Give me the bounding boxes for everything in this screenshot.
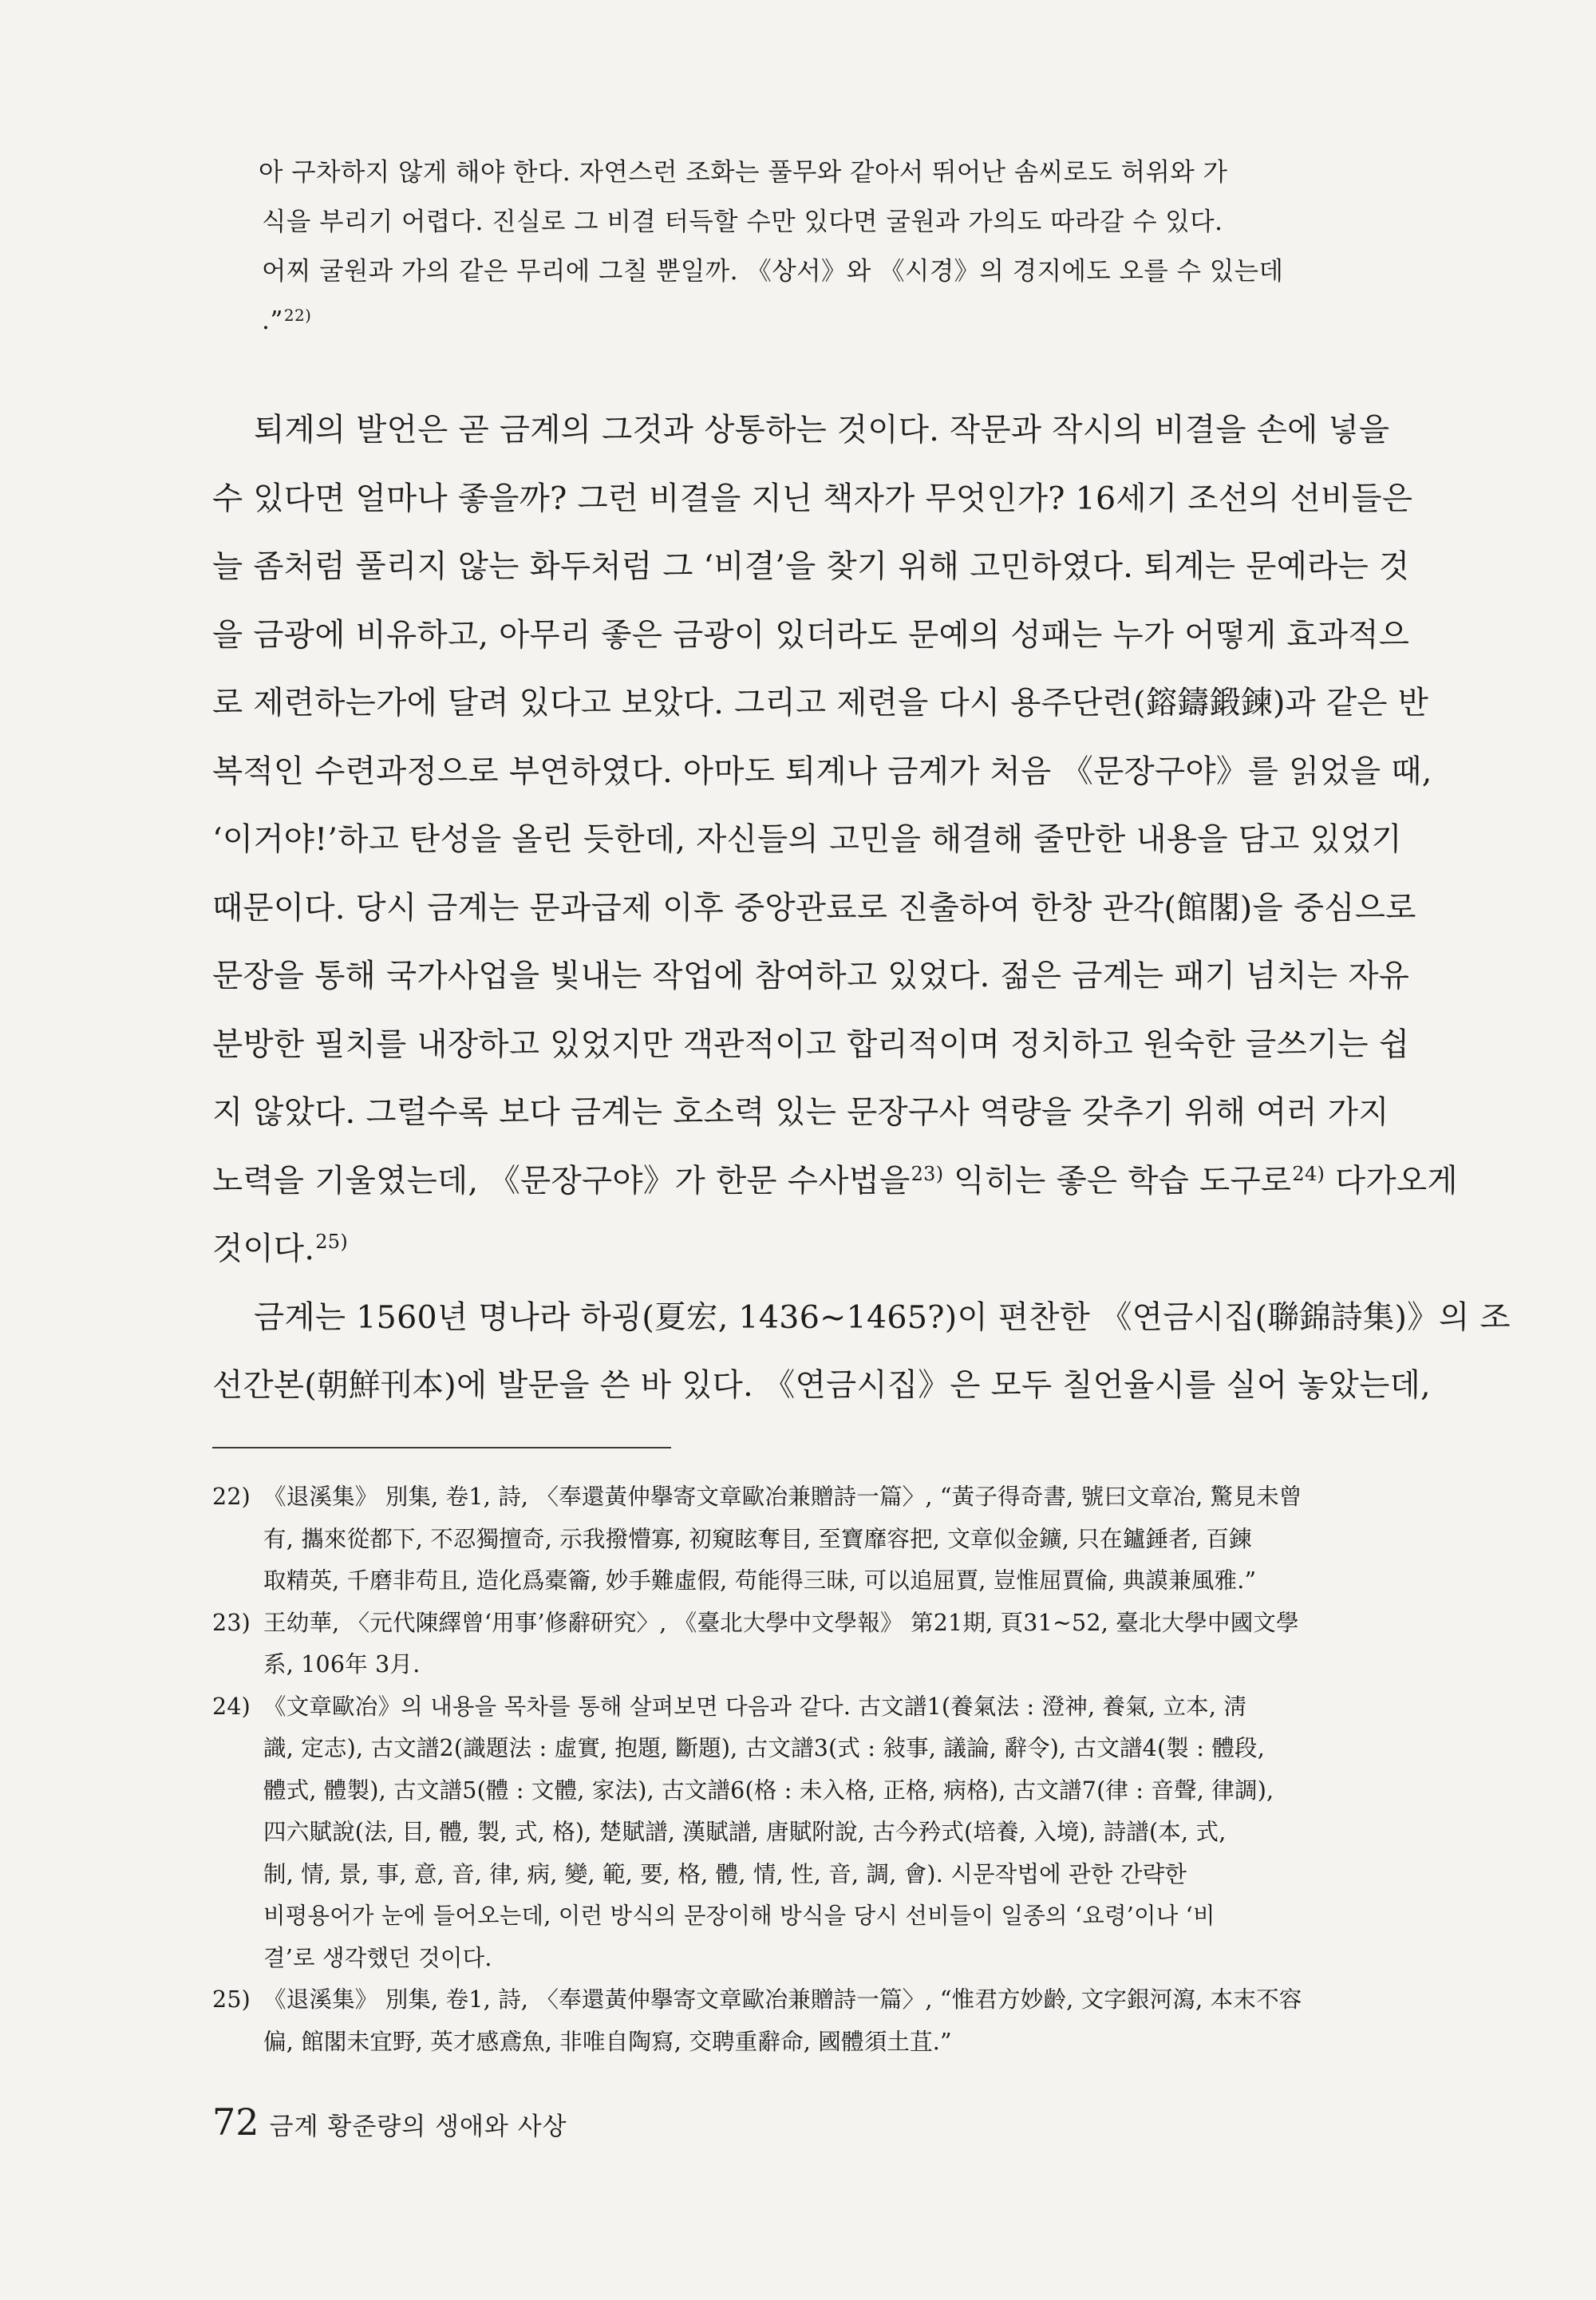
running-title: 금계 황준량의 생애와 사상 — [269, 2112, 567, 2141]
body-line: 로 제련하는가에 달려 있다고 보았다. 그리고 제련을 다시 용주단련(鎔鑄鍛鍊)과 같은 반 — [212, 685, 1429, 721]
block-quote — [259, 148, 1435, 346]
footnote-ref-25: 25) — [315, 1231, 349, 1253]
body-line: 퇴계의 발언은 곧 금계의 그것과 상통하는 것이다. 작문과 작시의 비결을 손에 넣을 — [254, 412, 1390, 449]
footnote-line: 有, 攜來從都下, 不忍獨擅奇, 示我撥懵寡, 初窺眩奪目, 至寶靡容把, 文章似金鑛, 只在鑪錘者, 百鍊 — [263, 1525, 1252, 1552]
footnote-line: 王幼華, 〈元代陳繹曾‘用事’修辭研究〉, 《臺北大學中文學報》 第21期, 頁31~52, 臺北大學中國文學 — [263, 1609, 1299, 1636]
footnote-line: 取精英, 千磨非苟且, 造化爲橐籥, 妙手難虛假, 苟能得三昧, 可以追屈賈, 豈惟屈賈倫, 典謨兼風雅.” — [263, 1567, 1257, 1594]
footnote-line: 偏, 館閣未宜野, 英才感鳶魚, 非唯自陶寫, 交聘重辭命, 國體須土苴.” — [263, 2028, 952, 2055]
page-footer — [212, 2100, 567, 2144]
footnote-22 — [212, 1476, 1505, 1602]
footnote-ref-22: 22) — [283, 306, 312, 325]
footnote-number: 23) — [212, 1609, 251, 1636]
quote-line: 어찌 굴원과 가의 같은 무리에 그칠 뿐일까. 《상서》와 《시경》의 경지에도 오를 수 있는데 — [262, 257, 1284, 286]
body-line: 수 있다면 얼마나 좋을까? 그런 비결을 지닌 책자가 무엇인가? 16세기 조선의 선비들은 — [212, 480, 1413, 517]
footnote-25 — [212, 1979, 1505, 2063]
footnote-divider — [212, 1447, 671, 1448]
footnote-line: 결’로 생각했던 것이다. — [263, 1944, 492, 1971]
body-text-segment: 익히는 좋은 학습 도구로 — [943, 1162, 1292, 1199]
footnote-line: 識, 定志), 古文譜2(識題法 : 虛實, 抱題, 斷題), 古文譜3(式 : 敍事, 議論, 辭令), 古文譜4(製 : 體段, — [263, 1735, 1265, 1761]
footnote-line: 비평용어가 눈에 들어오는데, 이런 방식의 문장이해 방식을 당시 선비들이 일종의 ‘요령’이나 ‘비 — [263, 1903, 1215, 1929]
footnote-ref-24: 24) — [1292, 1162, 1325, 1185]
footnote-line: 四六賦說(法, 目, 體, 製, 式, 格), 楚賦譜, 漢賦譜, 唐賦附說, 古今矜式(培養, 入境), 詩譜(本, 式, — [263, 1819, 1227, 1845]
footnote-23 — [212, 1602, 1505, 1686]
body-line: 금계는 1560년 명나라 하굉(夏宏, 1436~1465?)이 편찬한 《연금시집(聯錦詩集)》의 조 — [254, 1298, 1511, 1336]
footnote-line: 制, 情, 景, 事, 意, 音, 律, 病, 變, 範, 要, 格, 體, 情, 性, 音, 調, 會). 시문작법에 관한 간략한 — [263, 1860, 1187, 1887]
body-text-segment: 다가오게 — [1325, 1162, 1458, 1199]
footnote-number: 25) — [212, 1986, 251, 2013]
quote-line — [262, 296, 1435, 346]
main-body — [212, 397, 1511, 1421]
footnote-ref-23: 23) — [911, 1162, 944, 1185]
footnotes — [212, 1476, 1505, 2063]
footnote-number: 24) — [212, 1693, 251, 1720]
body-line: 선간본(朝鮮刊本)에 발문을 쓴 바 있다. 《연금시집》은 모두 칠언율시를 실어 놓았는데, — [212, 1367, 1431, 1404]
footnote-line: 《文章歐冶》의 내용을 목차를 통해 살펴보면 다음과 같다. 古文譜1(養氣法 : 澄神, 養氣, 立本, 淸 — [263, 1693, 1247, 1720]
body-line: 지 않았다. 그럴수록 보다 금계는 호소력 있는 문장구사 역량을 갖추기 위해 여러 가지 — [212, 1094, 1389, 1131]
body-line: 때문이다. 당시 금계는 문과급제 이후 중앙관료로 진출하여 한창 관각(館閣)을 중심으로 — [212, 889, 1416, 927]
body-line: 복적인 수련과정으로 부연하였다. 아마도 퇴계나 금계가 처음 《문장구야》를 읽었을 때, — [212, 753, 1432, 790]
body-line — [212, 1215, 1505, 1284]
footnote-line: 《退溪集》 別集, 卷1, 詩, 〈奉還黃仲擧寄文章歐冶兼贈詩一篇〉, “黃子得奇書, 號曰文章冶, 驚見未曾 — [263, 1484, 1302, 1510]
footnote-line: 系, 106年 3月. — [263, 1651, 421, 1678]
footnote-line: 《退溪集》 別集, 卷1, 詩, 〈奉還黃仲擧寄文章歐冶兼贈詩一篇〉, “惟君方妙齡, 文字銀河瀉, 本末不容 — [263, 1986, 1302, 2013]
body-line: 늘 좀처럼 풀리지 않는 화두처럼 그 ‘비결’을 찾기 위해 고민하였다. 퇴계는 문예라는 것 — [212, 548, 1410, 585]
body-line: 분방한 필치를 내장하고 있었지만 객관적이고 합리적이며 정치하고 원숙한 글쓰기는 쉽 — [212, 1026, 1410, 1063]
body-text-segment: 것이다. — [212, 1231, 315, 1267]
body-line: ‘이거야!’하고 탄성을 올린 듯한데, 자신들의 고민을 해결해 줄만한 내용을 담고 있었기 — [212, 821, 1402, 858]
quote-line: 식을 부리기 어렵다. 진실로 그 비결 터득할 수만 있다면 굴원과 가의도 따라갈 수 있다. — [262, 207, 1223, 236]
footnote-number: 22) — [212, 1484, 251, 1510]
body-line — [212, 1148, 1505, 1216]
body-line: 을 금광에 비유하고, 아무리 좋은 금광이 있더라도 문예의 성패는 누가 어떻게 효과적으 — [212, 616, 1410, 654]
body-line: 문장을 통해 국가사업을 빛내는 작업에 참여하고 있었다. 젊은 금계는 패기 넘치는 자유 — [212, 958, 1410, 994]
body-text-segment: 노력을 기울였는데, 《문장구야》가 한문 수사법을 — [212, 1162, 911, 1199]
footnote-line: 體式, 體製), 古文譜5(體 : 文體, 家法), 古文譜6(格 : 未入格, 正格, 病格), 古文譜7(律 : 音聲, 律調), — [263, 1776, 1274, 1804]
quote-line-end: .” — [262, 306, 283, 335]
footnote-24 — [212, 1686, 1505, 1980]
page-number: 72 — [212, 2100, 259, 2144]
quote-line: 아 구차하지 않게 해야 한다. 자연스런 조화는 풀무와 같아서 뛰어난 솜씨로도 허위와 가 — [259, 158, 1228, 187]
